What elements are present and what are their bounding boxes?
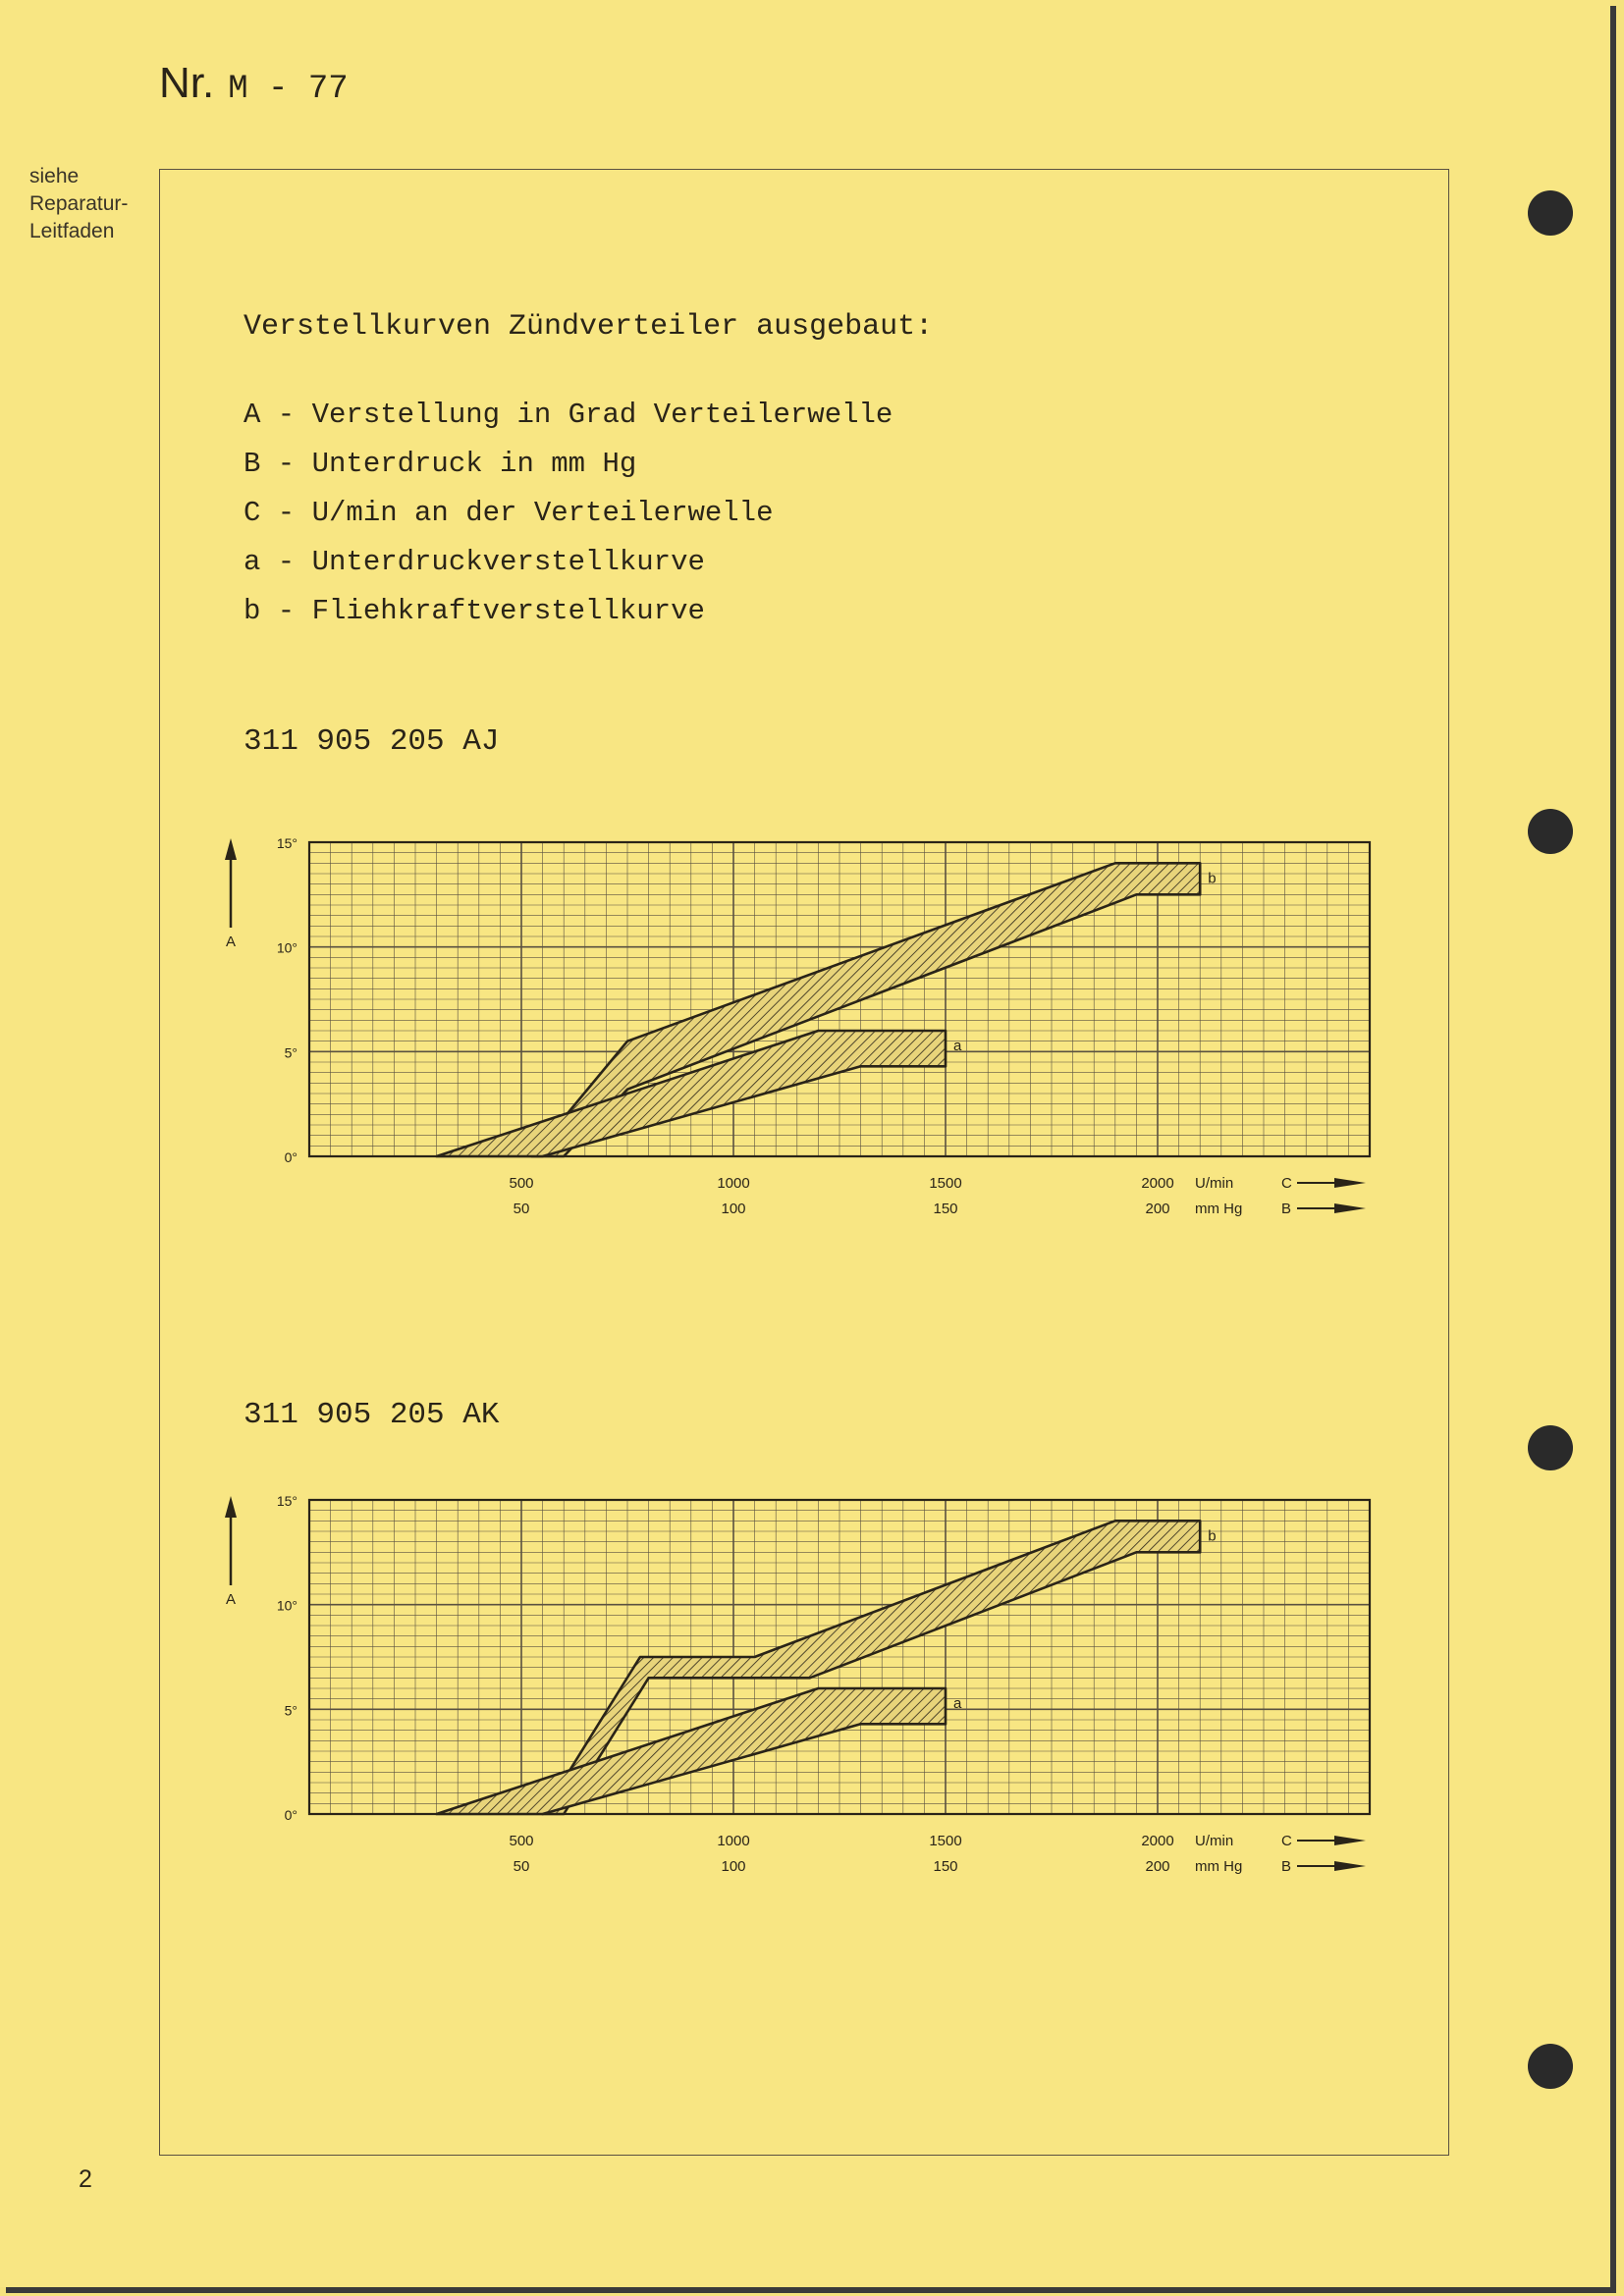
side-note-line: siehe <box>29 165 80 187</box>
x-tick-mmhg: 50 <box>513 1201 530 1217</box>
x-unit-mmhg: mm Hg <box>1195 1201 1243 1217</box>
x-axis-arrowhead <box>1334 1178 1366 1188</box>
curve-label-b: b <box>1208 870 1217 887</box>
x-axis-letter-b: B <box>1281 1858 1292 1875</box>
legend-item: b - Fliehkraftverstellkurve <box>244 595 705 627</box>
y-tick-label: 0° <box>284 1807 298 1823</box>
x-tick-rpm: 500 <box>509 1175 534 1192</box>
x-tick-rpm: 1500 <box>929 1175 962 1192</box>
legend-item: B - Unterdruck in mm Hg <box>244 448 637 480</box>
y-tick-label: 15° <box>276 1493 298 1509</box>
chart-2-title: 311 905 205 AK <box>244 1398 500 1432</box>
x-tick-mmhg: 100 <box>721 1201 746 1217</box>
number-label: Nr. <box>159 59 215 107</box>
x-axis-letter-c: C <box>1281 1175 1292 1192</box>
x-axis-letter-b: B <box>1281 1201 1292 1217</box>
x-axis-arrowhead <box>1334 1836 1366 1845</box>
y-tick-label: 10° <box>276 1597 298 1614</box>
x-tick-rpm: 2000 <box>1141 1175 1174 1192</box>
legend-item: a - Unterdruckverstellkurve <box>244 546 705 578</box>
page-number: 2 <box>79 2165 92 2193</box>
x-tick-rpm: 1000 <box>717 1175 750 1192</box>
y-axis-label: A <box>225 934 237 950</box>
side-note <box>29 163 128 245</box>
legend-list <box>244 391 893 636</box>
number-value: M - 77 <box>228 71 349 108</box>
x-unit-rpm: U/min <box>1195 1833 1234 1849</box>
x-axis-arrowhead <box>1334 1203 1366 1213</box>
legend-item: A - Verstellung in Grad Verteilerwelle <box>244 399 893 431</box>
x-tick-mmhg: 200 <box>1145 1201 1170 1217</box>
punch-hole <box>1528 809 1573 854</box>
x-tick-mmhg: 200 <box>1145 1858 1170 1875</box>
document-number <box>159 59 349 108</box>
y-axis-arrowhead <box>225 1496 237 1518</box>
advance-curve-chart-ak <box>206 1482 1434 1895</box>
x-tick-mmhg: 100 <box>721 1858 746 1875</box>
y-tick-label: 15° <box>276 835 298 851</box>
curve-label-a: a <box>953 1695 962 1712</box>
y-axis-arrowhead <box>225 838 237 860</box>
x-tick-rpm: 2000 <box>1141 1833 1174 1849</box>
curve-label-a: a <box>953 1038 962 1054</box>
x-tick-rpm: 500 <box>509 1833 534 1849</box>
y-tick-label: 5° <box>284 1702 298 1719</box>
curve-label-b: b <box>1208 1527 1217 1545</box>
y-tick-label: 0° <box>284 1149 298 1165</box>
y-tick-label: 10° <box>276 939 298 956</box>
x-unit-mmhg: mm Hg <box>1195 1858 1243 1875</box>
advance-curve-chart-aj <box>206 825 1434 1237</box>
punch-hole <box>1528 2044 1573 2089</box>
side-note-line: Leitfaden <box>29 220 115 242</box>
x-axis-arrowhead <box>1334 1861 1366 1871</box>
legend-item: C - U/min an der Verteilerwelle <box>244 497 774 529</box>
punch-hole <box>1528 1425 1573 1470</box>
x-tick-mmhg: 150 <box>933 1201 958 1217</box>
x-tick-rpm: 1500 <box>929 1833 962 1849</box>
document-title: Verstellkurven Zündverteiler ausgebaut: <box>244 310 934 344</box>
x-axis-letter-c: C <box>1281 1833 1292 1849</box>
chart-1-title: 311 905 205 AJ <box>244 724 500 759</box>
punch-hole <box>1528 190 1573 236</box>
x-tick-rpm: 1000 <box>717 1833 750 1849</box>
y-axis-label: A <box>225 1591 237 1608</box>
y-tick-label: 5° <box>284 1044 298 1061</box>
x-unit-rpm: U/min <box>1195 1175 1234 1192</box>
side-note-line: Reparatur- <box>29 192 129 215</box>
x-tick-mmhg: 150 <box>933 1858 958 1875</box>
x-tick-mmhg: 50 <box>513 1858 530 1875</box>
